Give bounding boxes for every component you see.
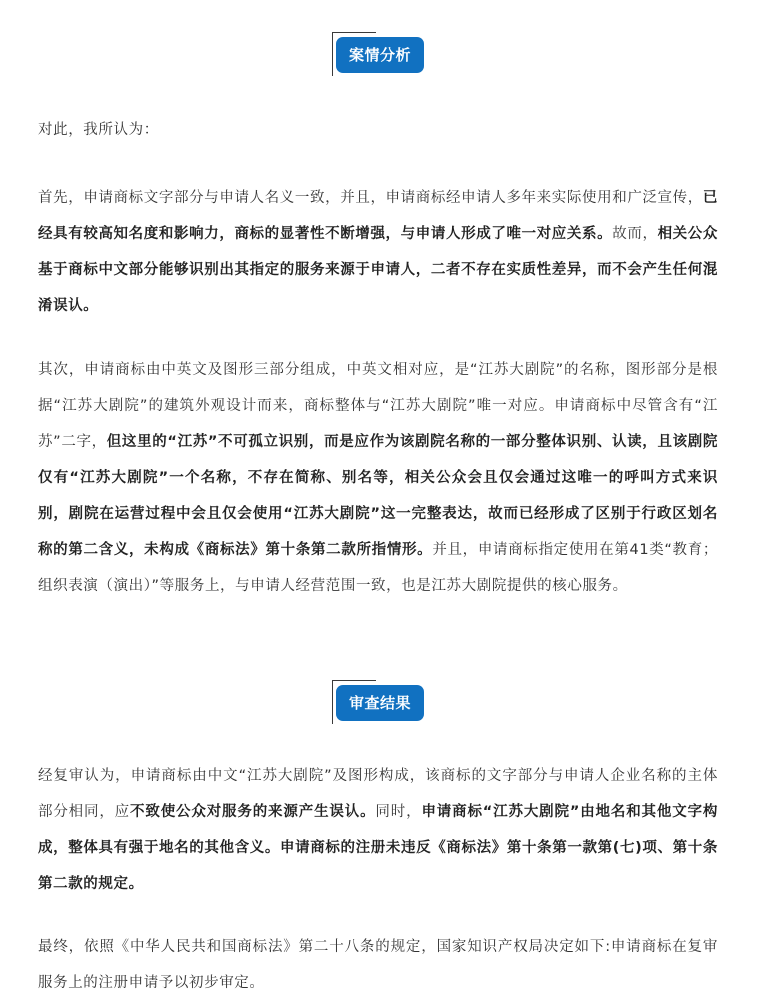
body-text: 最终，依照《中华人民共和国商标法》第二十八条的规定，国家知识产权局决定如下:申请商标在复审服务上的注册申请予以初步审定。 [38, 939, 718, 991]
body-text: 对此，我所认为： [38, 122, 159, 138]
paragraph-first-point [38, 180, 718, 324]
body-text: 其次，申请商标由中英文及图形三部分组成，中英文相对应，是“江苏大剧院”的名称，图形部分是根据“江苏大剧院”的建筑外观设计而来，商标整体与“江苏大剧院”唯一对应。申请商标中尽管含有“江苏”二字， [38, 362, 718, 450]
paragraph-second-point [38, 352, 718, 604]
emphasized-text: 但这里的“江苏”不可孤立识别，而是应作为该剧院名称的一部分整体识别、认读，且该剧院仅有“江苏大剧院”一个名称，不存在简称、别名等，相关公众会且仅会通过这唯一的呼叫方式来识别，剧院在运营过程中会且仅会使用“江苏大剧院”这一完整表达，故而已经形成了区别于行政区划名称的第二含义，未构成《商标法》第十条第二款所指情形。 [38, 434, 719, 558]
heading-label: 案情分析 [336, 37, 424, 73]
body-text: 并且，申请商标指定使用在第41类“教育；组织表演（演出）”等服务上，与申请人经营范围一致，也是江苏大剧院提供的核心服务。 [38, 542, 718, 594]
body-text: 同时， [375, 804, 422, 820]
paragraph-review-finding [38, 758, 718, 902]
emphasized-text: 已经具有较高知名度和影响力，商标的显著性不断增强，与申请人形成了唯一对应关系。 [38, 190, 718, 242]
paragraph-final-decision [38, 929, 718, 1001]
emphasized-text: 相关公众基于商标中文部分能够识别出其指定的服务来源于申请人，二者不存在实质性差异，而不会产生任何混淆误认。 [38, 226, 718, 314]
body-text: 经复审认为，申请商标由中文“江苏大剧院”及图形构成，该商标的文字部分与申请人企业名称的主体部分相同，应 [38, 768, 718, 820]
paragraph-intro [38, 112, 718, 148]
section-heading-review-result [332, 680, 424, 724]
body-text: 故而， [612, 226, 658, 242]
emphasized-text: 申请商标“江苏大剧院”由地名和其他文字构成，整体具有强于地名的其他含义。申请商标的注册未违反《商标法》第十条第一款第(七)项、第十条第二款的规定。 [38, 804, 718, 892]
emphasized-text: 不致使公众对服务的来源产生误认。 [130, 804, 376, 820]
heading-label: 审查结果 [336, 685, 424, 721]
body-text: 首先，申请商标文字部分与申请人名义一致，并且，申请商标经申请人多年来实际使用和广泛宣传， [38, 190, 703, 206]
section-heading-case-analysis [332, 32, 424, 76]
